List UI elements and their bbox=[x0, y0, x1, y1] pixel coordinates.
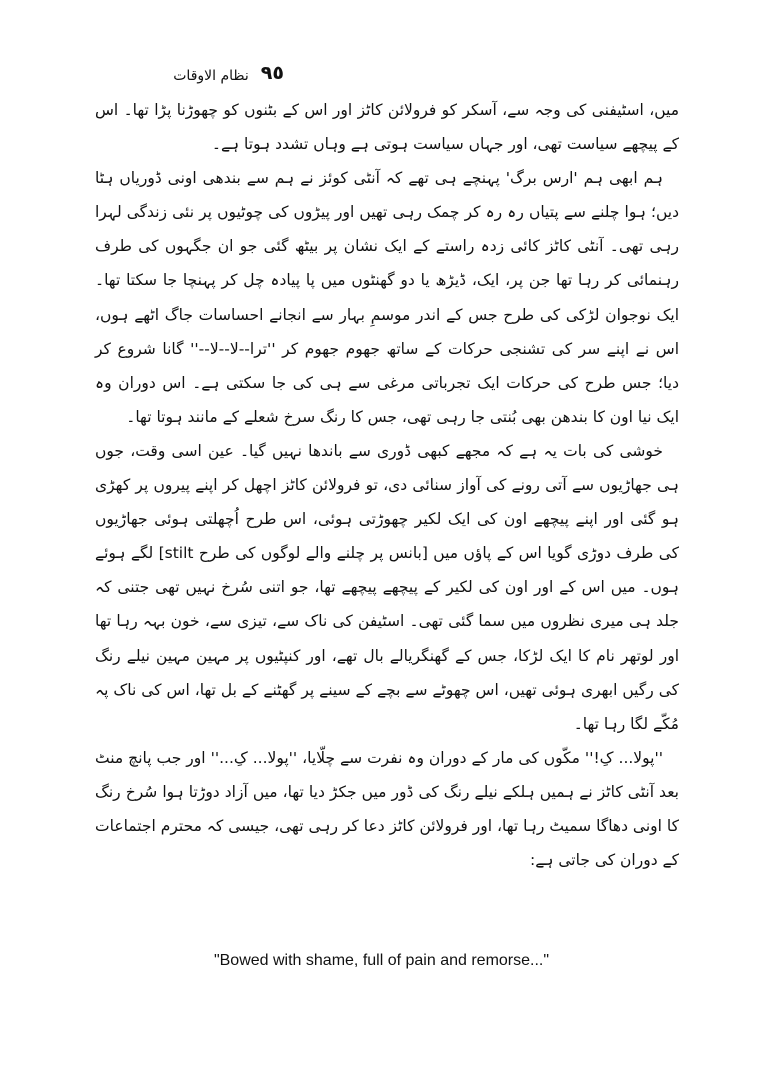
body-text bbox=[95, 93, 679, 877]
running-title: نظام الاوقات bbox=[173, 68, 249, 84]
paragraph: خوشی کی بات یہ ہے کہ مجھے کبھی ڈوری سے باندھا نہیں گیا۔ عین اسی وقت، جوں ہی جھاڑیوں سے آتی رونے کی آواز سنائی دی، تو فرولائن کاٹز اچھل کر اپنے پیروں پر کھڑی ہو گئی اور اپنے پیچھے اون کی ایک لکیر چھوڑتی ہوئی، اس طرح اُچھلتی ہوئی جھاڑیوں کی طرف دوڑی گویا اس کے پاؤں میں [بانس پر چلنے والے لوگوں کی طرح stilt] لگے ہوئے ہوں۔ میں اس کے اور اون کی لکیر کے پیچھے پیچھے تھا، جو اتنی سُرخ نہیں تھی جتنی کہ جلد ہی میری نظروں میں سما گئی تھی۔ اسٹیفن کی ناک سے، تیزی سے، خون بہہ رہا تھا اور لوتھر نام کا ایک لڑکا، جس کے گھنگریالے بال تھے، اور کنپٹیوں پر مہین مہین نیلے رنگ کی رگیں ابھری ہوئی تھیں، اس چھوٹے سے بچے کے سینے پر گھٹنے کے بل تھا، اس کی ناک پہ مُکّے لگا رہا تھا۔ bbox=[95, 441, 679, 733]
page-header bbox=[84, 44, 284, 84]
paragraph: ہم ابھی ہم 'ارس برگ' پہنچے ہی تھے کہ آنٹی کوئز نے ہم سے بندھی اونی ڈوریاں ہٹا دیں؛ ہوا چلنے سے پتیاں رہ رہ کر چمک رہی تھیں اور پیڑوں کی چوٹیوں پر نئی زندگی لہرا رہی تھی۔ آنٹی کاٹز کائی زدہ راستے کے ایک نشان پر بیٹھ گئی جو ان جگہوں کی طرف رہنمائی کر رہا تھا جن پر، ایک، ڈیڑھ یا دو گھنٹوں میں پا پیادہ چل کر پہنچا جا سکتا تھا۔ ایک نوجوان لڑکی کی طرح جس کے اندر موسمِ بہار سے انجانے احساسات جاگ اٹھے ہوں، اس نے اپنے سر کی تشنجی حرکات کے ساتھ جھوم جھوم کر ''ترا--لا--لا--'' گانا شروع کر دیا؛ جس طرح کی حرکات ایک تجرباتی مرغی سے ہی کی جا سکتی ہے۔ اس دوران وہ ایک نیا اون کا بندھن بھی بُنتی جا رہی تھی، جس کا رنگ سرخ شعلے کے مانند ہوتا تھا۔ bbox=[95, 169, 679, 426]
english-quote: "Bowed with shame, full of pain and remorse..." bbox=[213, 952, 550, 969]
paragraph: میں، اسٹیفنی کی وجہ سے، آسکر کو فرولائن کاٹز اور اس کے بٹنوں کو چھوڑنا پڑا تھا۔ اس کے پیچھے سیاست تھی، اور جہاں سیاست ہوتی ہے وہاں تشدد ہوتا ہے۔ bbox=[95, 101, 679, 154]
page-number: ٩٥ bbox=[260, 62, 284, 84]
paragraph: ''پولا... کِ!'' مکّوں کی مار کے دوران وہ نفرت سے چلّایا، ''پولا... کِ...'' اور جب پانچ منٹ بعد آنٹی کاٹز نے ہمیں ہلکے نیلے رنگ کی ڈور میں جکڑ دیا تھا، میں آزاد دوڑتا ہوا سُرخ رنگ کا اونی دھاگا سمیٹ رہا تھا، اور فرولائن کاٹز دعا کر رہی تھی، جیسی کہ محترم اجتماعات کے دوران کی جاتی ہے: bbox=[95, 748, 679, 870]
